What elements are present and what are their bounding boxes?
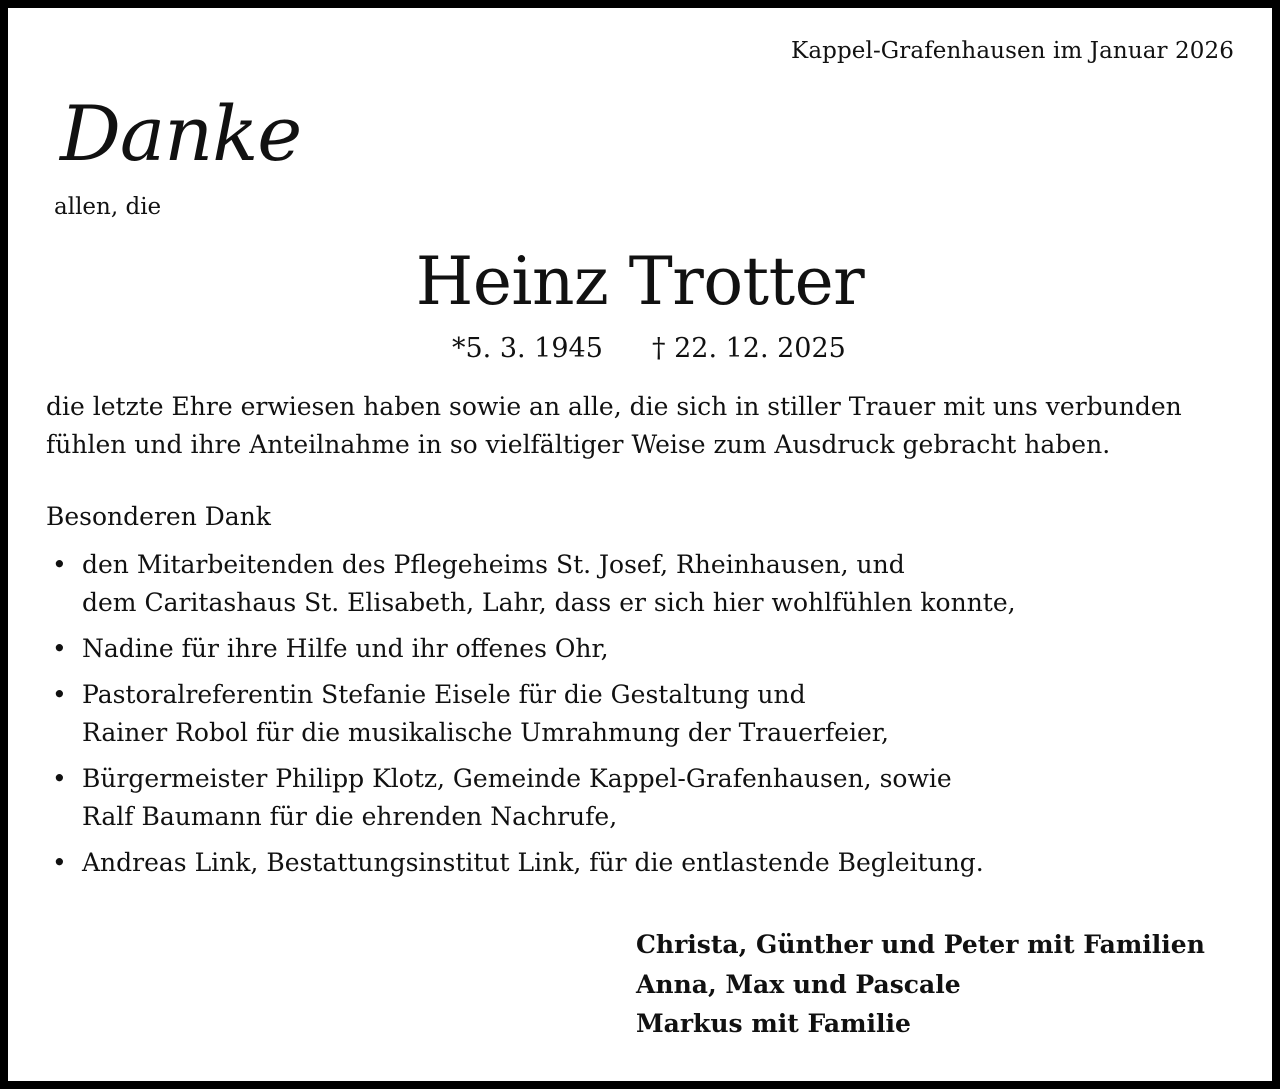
signature-line: Christa, Günther und Peter mit Familien — [636, 930, 1205, 959]
list-item-line: Pastoralreferentin Stefanie Eisele für die Gestaltung und — [82, 680, 806, 709]
list-item — [46, 844, 1236, 882]
deceased-name: Heinz Trotter — [415, 243, 865, 320]
list-item-line: dem Caritashaus St. Elisabeth, Lahr, dass er sich hier wohlfühlen konnte, — [82, 588, 1016, 617]
bullet-icon: • — [52, 848, 67, 877]
thanks-list — [46, 546, 1236, 890]
bullet-icon: • — [52, 764, 67, 793]
list-item — [46, 676, 1236, 752]
list-item-line: Ralf Baumann für die ehrenden Nachrufe, — [82, 802, 618, 831]
list-item — [46, 546, 1236, 622]
bullet-icon: • — [52, 634, 67, 663]
death-date: † 22. 12. 2025 — [652, 333, 846, 364]
signatures — [636, 925, 1205, 1044]
intro-line: die letzte Ehre erwiesen haben sowie an alle, die sich in stiller Trauer mit uns verbunden — [46, 392, 1182, 421]
list-item-line: den Mitarbeitenden des Pflegeheims St. Josef, Rheinhausen, und — [82, 550, 905, 579]
signature-line: Anna, Max und Pascale — [636, 969, 961, 999]
intro-line: fühlen und ihre Anteilnahme in so vielfältiger Weise zum Ausdruck gebracht haben. — [46, 430, 1111, 459]
bullet-icon: • — [52, 680, 67, 709]
greeting-subtitle: allen, die — [54, 194, 162, 220]
list-item-line: Rainer Robol für die musikalische Umrahmung der Trauerfeier, — [82, 718, 889, 747]
list-item — [46, 630, 1236, 668]
list-item-line: Bürgermeister Philipp Klotz, Gemeinde Kappel-Grafenhausen, sowie — [82, 764, 952, 793]
place-date: Kappel-Grafenhausen im Januar 2026 — [791, 38, 1234, 64]
intro-paragraph — [46, 388, 1236, 464]
list-item — [46, 760, 1236, 836]
signature-line: Markus mit Familie — [636, 1009, 911, 1038]
danke-script-title: Danke — [60, 89, 302, 178]
special-thanks-heading: Besonderen Dank — [46, 502, 271, 531]
bullet-icon: • — [52, 550, 67, 579]
birth-date: *5. 3. 1945 — [452, 333, 603, 364]
list-item-line: Nadine für ihre Hilfe und ihr offenes Ohr, — [82, 634, 609, 663]
list-item-line: Andreas Link, Bestattungsinstitut Link, für die entlastende Begleitung. — [82, 848, 984, 877]
